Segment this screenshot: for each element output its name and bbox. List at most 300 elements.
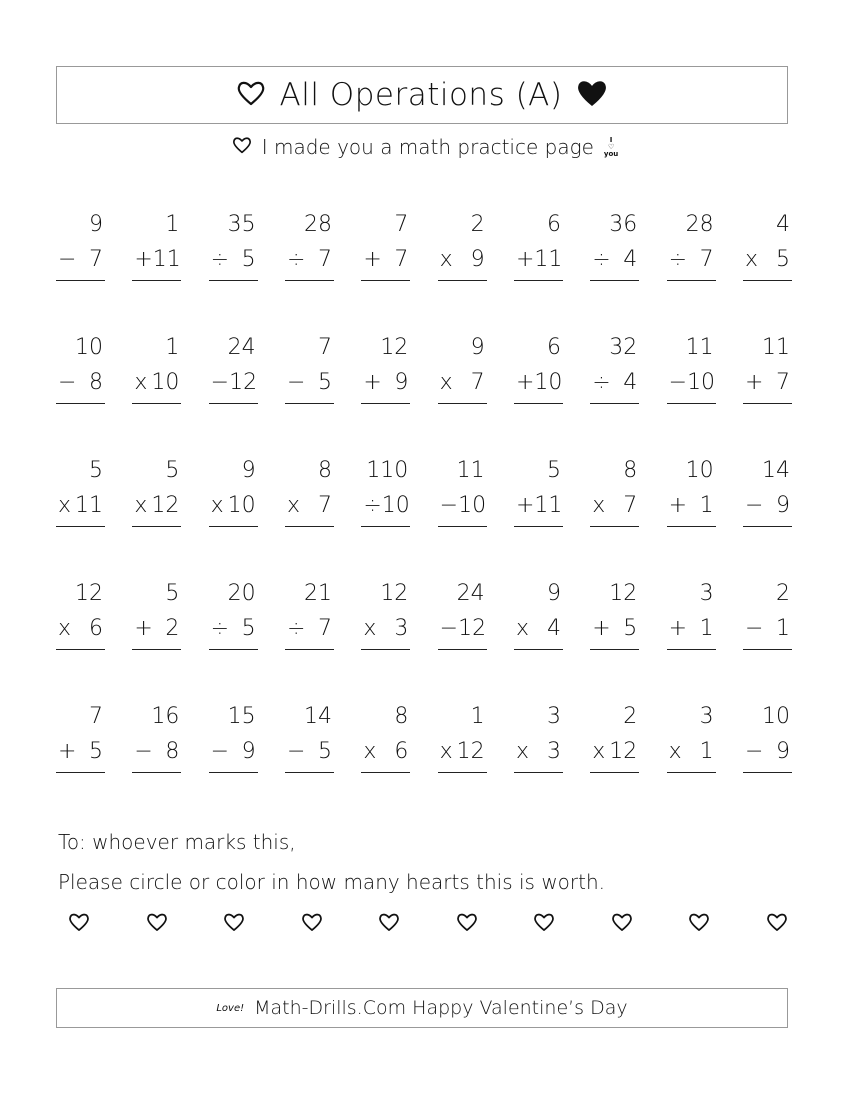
answer-line[interactable] xyxy=(667,649,716,650)
operator: x xyxy=(58,616,72,641)
operation-line xyxy=(361,732,410,772)
answer-line[interactable] xyxy=(361,403,410,404)
answer-line[interactable] xyxy=(438,403,487,404)
operator: − xyxy=(286,739,306,764)
operator: + xyxy=(363,370,382,395)
bottom-number: 10 xyxy=(458,493,487,518)
math-problem xyxy=(667,456,716,579)
operator: x xyxy=(515,739,529,764)
operation-line xyxy=(743,240,792,280)
bottom-number: 9 xyxy=(775,739,790,764)
answer-line[interactable] xyxy=(514,526,563,527)
math-problem xyxy=(361,702,410,825)
bottom-number: 4 xyxy=(623,370,638,395)
math-problem xyxy=(209,333,258,456)
math-problem xyxy=(743,456,792,579)
answer-line[interactable] xyxy=(361,280,410,281)
answer-line[interactable] xyxy=(209,280,258,281)
answer-line[interactable] xyxy=(285,280,334,281)
answer-line[interactable] xyxy=(590,280,639,281)
operator: x xyxy=(744,247,758,272)
problem-row xyxy=(56,702,792,825)
top-number: 2 xyxy=(775,581,790,606)
operation-line xyxy=(667,486,716,526)
math-problem xyxy=(285,702,334,825)
heart-outline-icon xyxy=(236,80,266,110)
bottom-number: 5 xyxy=(317,370,332,395)
operation-line xyxy=(743,609,792,649)
answer-line[interactable] xyxy=(285,649,334,650)
math-problem xyxy=(56,702,105,825)
operator: + xyxy=(668,493,688,518)
operator: ÷ xyxy=(210,247,230,272)
math-problem xyxy=(438,210,487,333)
top-number: 3 xyxy=(699,704,714,729)
note-line-2: Please circle or color in how many hearts this is worth. xyxy=(58,870,606,894)
rating-heart-icon[interactable] xyxy=(68,912,90,936)
operation-line xyxy=(56,732,105,772)
math-problem xyxy=(132,210,181,333)
answer-line[interactable] xyxy=(361,772,410,773)
operation-line xyxy=(56,486,105,526)
answer-line[interactable] xyxy=(56,649,105,650)
bottom-number: 4 xyxy=(546,616,561,641)
math-problem xyxy=(132,579,181,702)
operator: x xyxy=(363,739,377,764)
math-problem xyxy=(438,579,487,702)
bottom-number: 5 xyxy=(89,739,103,764)
rating-heart-icon[interactable] xyxy=(146,912,168,936)
math-problem xyxy=(743,579,792,702)
operation-line xyxy=(743,363,792,403)
rating-heart-icon[interactable] xyxy=(766,912,788,936)
operation-line xyxy=(285,240,334,280)
math-problem xyxy=(590,702,639,825)
operation-line xyxy=(514,363,563,403)
operation-line xyxy=(56,240,105,280)
problem-row xyxy=(56,579,792,702)
top-number: 32 xyxy=(609,335,638,360)
answer-line[interactable] xyxy=(285,772,334,773)
top-number: 10 xyxy=(685,458,714,483)
operation-line xyxy=(438,363,487,403)
operation-line xyxy=(667,240,716,280)
title-banner xyxy=(56,66,788,124)
operator: + xyxy=(134,247,153,272)
badge-heart: ♡ xyxy=(607,142,615,151)
math-problem xyxy=(667,333,716,456)
answer-line[interactable] xyxy=(743,649,792,650)
top-number: 3 xyxy=(546,704,561,729)
operation-line xyxy=(667,732,716,772)
operation-line xyxy=(361,240,410,280)
math-problem xyxy=(590,210,639,333)
operator: − xyxy=(210,739,230,764)
operator: x xyxy=(58,493,72,518)
operation-line xyxy=(743,486,792,526)
problem-row xyxy=(56,210,792,333)
operation-line xyxy=(285,486,334,526)
top-number: 11 xyxy=(685,335,714,360)
top-number: 7 xyxy=(317,335,332,360)
top-number: 5 xyxy=(546,458,561,483)
bottom-number: 10 xyxy=(151,370,180,395)
top-number: 1 xyxy=(165,212,180,237)
math-problem xyxy=(285,210,334,333)
bottom-number: 7 xyxy=(317,247,332,272)
math-problem xyxy=(514,702,563,825)
math-problem xyxy=(285,456,334,579)
problem-row xyxy=(56,456,792,579)
rating-heart-icon[interactable] xyxy=(533,912,555,936)
rating-heart-icon[interactable] xyxy=(301,912,323,936)
rating-heart-icon[interactable] xyxy=(223,912,245,936)
answer-line[interactable] xyxy=(209,772,258,773)
operator: x xyxy=(439,247,453,272)
operator: − xyxy=(58,247,77,272)
answer-line[interactable] xyxy=(667,526,716,527)
bottom-number: 7 xyxy=(470,370,485,395)
top-number: 24 xyxy=(456,581,485,606)
bottom-number: 6 xyxy=(89,616,103,641)
operation-line xyxy=(209,486,258,526)
operator: x xyxy=(134,493,148,518)
math-problem xyxy=(667,579,716,702)
operation-line xyxy=(514,609,563,649)
math-problem xyxy=(590,456,639,579)
operator: + xyxy=(668,616,688,641)
operator: x xyxy=(439,739,453,764)
math-problem xyxy=(56,333,105,456)
bottom-number: 1 xyxy=(699,616,714,641)
bottom-number: 10 xyxy=(227,493,256,518)
note-line-1: To: whoever marks this, xyxy=(58,830,296,854)
answer-line[interactable] xyxy=(132,649,181,650)
answer-line[interactable] xyxy=(590,526,639,527)
answer-line[interactable] xyxy=(438,526,487,527)
math-problem xyxy=(209,456,258,579)
subtitle xyxy=(0,130,850,164)
answer-line[interactable] xyxy=(590,403,639,404)
operator: + xyxy=(58,739,77,764)
answer-line[interactable] xyxy=(667,403,716,404)
answer-line[interactable] xyxy=(56,280,105,281)
top-number: 3 xyxy=(699,581,714,606)
math-problem xyxy=(438,456,487,579)
operator: x xyxy=(592,739,606,764)
top-number: 9 xyxy=(241,458,256,483)
bottom-number: 9 xyxy=(241,739,256,764)
bottom-number: 7 xyxy=(394,247,409,272)
top-number: 2 xyxy=(623,704,638,729)
operation-line xyxy=(438,486,487,526)
top-number: 5 xyxy=(165,458,180,483)
answer-line[interactable] xyxy=(743,403,792,404)
operation-line xyxy=(132,609,181,649)
top-number: 20 xyxy=(227,581,256,606)
top-number: 7 xyxy=(394,212,409,237)
bottom-number: 1 xyxy=(775,616,790,641)
answer-line[interactable] xyxy=(438,280,487,281)
bottom-number: 2 xyxy=(165,616,180,641)
top-number: 16 xyxy=(151,704,180,729)
operation-line xyxy=(132,486,181,526)
top-number: 35 xyxy=(227,212,256,237)
answer-line[interactable] xyxy=(56,526,105,527)
operation-line xyxy=(590,240,639,280)
operator: − xyxy=(439,493,459,518)
operator: − xyxy=(744,739,764,764)
operation-line xyxy=(514,486,563,526)
answer-line[interactable] xyxy=(743,526,792,527)
operation-line xyxy=(590,732,639,772)
operation-line xyxy=(132,240,181,280)
rating-heart-icon[interactable] xyxy=(456,912,478,936)
operation-line xyxy=(514,732,563,772)
bottom-number: 12 xyxy=(609,739,638,764)
top-number: 6 xyxy=(546,212,561,237)
top-number: 12 xyxy=(75,581,103,606)
top-number: 28 xyxy=(303,212,332,237)
answer-line[interactable] xyxy=(438,649,487,650)
operator: ÷ xyxy=(592,247,611,272)
math-problem xyxy=(590,579,639,702)
bottom-number: 12 xyxy=(458,616,487,641)
operation-line xyxy=(132,363,181,403)
bottom-number: 9 xyxy=(470,247,485,272)
operator: x xyxy=(286,493,301,518)
page-title: All Operations (A) xyxy=(279,77,563,113)
operator: x xyxy=(515,616,529,641)
answer-line[interactable] xyxy=(361,649,410,650)
bottom-number: 7 xyxy=(623,493,638,518)
operation-line xyxy=(209,363,258,403)
rating-hearts xyxy=(68,912,788,936)
answer-line[interactable] xyxy=(361,526,410,527)
operation-line xyxy=(667,363,716,403)
operation-line xyxy=(285,732,334,772)
top-number: 8 xyxy=(317,458,332,483)
operator: x xyxy=(439,370,453,395)
answer-line[interactable] xyxy=(285,526,334,527)
operation-line xyxy=(590,486,639,526)
math-problem xyxy=(514,579,563,702)
bottom-number: 9 xyxy=(394,370,409,395)
math-problem xyxy=(667,702,716,825)
rating-heart-icon[interactable] xyxy=(611,912,633,936)
operator: + xyxy=(134,616,153,641)
bottom-number: 8 xyxy=(89,370,103,395)
rating-heart-icon[interactable] xyxy=(378,912,400,936)
answer-line[interactable] xyxy=(56,772,105,773)
love-label: Love! xyxy=(216,1002,245,1014)
answer-line[interactable] xyxy=(132,280,181,281)
top-number: 11 xyxy=(761,335,790,360)
answer-line[interactable] xyxy=(209,526,258,527)
operation-line xyxy=(438,609,487,649)
operator: ÷ xyxy=(592,370,611,395)
rating-heart-icon[interactable] xyxy=(688,912,710,936)
answer-line[interactable] xyxy=(209,649,258,650)
answer-line[interactable] xyxy=(514,403,563,404)
operator: ÷ xyxy=(210,616,230,641)
operation-line xyxy=(56,609,105,649)
operator: + xyxy=(363,247,382,272)
operator: − xyxy=(210,370,230,395)
bottom-number: 1 xyxy=(699,493,714,518)
bottom-number: 3 xyxy=(394,616,409,641)
bottom-number: 9 xyxy=(775,493,790,518)
math-problem xyxy=(361,456,410,579)
answer-line[interactable] xyxy=(743,772,792,773)
operation-line xyxy=(438,732,487,772)
top-number: 10 xyxy=(75,335,103,360)
math-problem xyxy=(743,210,792,333)
operation-line xyxy=(361,486,410,526)
operation-line xyxy=(285,363,334,403)
bottom-number: 7 xyxy=(699,247,714,272)
math-problem xyxy=(209,579,258,702)
top-number: 110 xyxy=(366,458,409,483)
bottom-number: 8 xyxy=(165,739,180,764)
answer-line[interactable] xyxy=(514,280,563,281)
operator: x xyxy=(592,493,606,518)
operation-line xyxy=(667,609,716,649)
bottom-number: 3 xyxy=(546,739,561,764)
top-number: 9 xyxy=(546,581,561,606)
math-problem xyxy=(361,579,410,702)
top-number: 12 xyxy=(609,581,638,606)
operation-line xyxy=(209,609,258,649)
answer-line[interactable] xyxy=(590,649,639,650)
math-problem xyxy=(209,702,258,825)
problem-grid xyxy=(56,210,792,825)
top-number: 5 xyxy=(165,581,180,606)
bottom-number: 5 xyxy=(317,739,332,764)
math-problem xyxy=(56,579,105,702)
operator: − xyxy=(286,370,306,395)
top-number: 9 xyxy=(470,335,485,360)
top-number: 6 xyxy=(546,335,561,360)
bottom-number: 5 xyxy=(241,616,256,641)
answer-line[interactable] xyxy=(514,772,563,773)
math-problem xyxy=(743,702,792,825)
footer-banner xyxy=(56,988,788,1028)
operator: − xyxy=(744,493,764,518)
operation-line xyxy=(743,732,792,772)
operation-line xyxy=(361,363,410,403)
bottom-number: 10 xyxy=(381,493,410,518)
operator: x xyxy=(210,493,224,518)
top-number: 7 xyxy=(89,704,103,729)
bottom-number: 5 xyxy=(623,616,638,641)
subtitle-text: I made you a math practice page xyxy=(261,135,594,159)
math-problem xyxy=(209,210,258,333)
operation-line xyxy=(285,609,334,649)
bottom-number: 7 xyxy=(317,493,332,518)
operator: + xyxy=(592,616,611,641)
answer-line[interactable] xyxy=(285,403,334,404)
footer-text: Math-Drills.Com Happy Valentine’s Day xyxy=(254,997,628,1019)
math-problem xyxy=(132,702,181,825)
operator: ÷ xyxy=(363,493,382,518)
bottom-number: 11 xyxy=(75,493,103,518)
bottom-number: 12 xyxy=(151,493,180,518)
answer-line[interactable] xyxy=(132,772,181,773)
math-problem xyxy=(56,210,105,333)
i-love-you-badge xyxy=(604,137,618,158)
answer-line[interactable] xyxy=(590,772,639,773)
math-problem xyxy=(132,333,181,456)
operator: − xyxy=(744,616,764,641)
answer-line[interactable] xyxy=(438,772,487,773)
answer-line[interactable] xyxy=(667,280,716,281)
bottom-number: 12 xyxy=(456,739,485,764)
math-problem xyxy=(514,333,563,456)
operator: ÷ xyxy=(668,247,688,272)
bottom-number: 11 xyxy=(534,247,563,272)
operator: − xyxy=(668,370,688,395)
top-number: 21 xyxy=(303,581,332,606)
operation-line xyxy=(514,240,563,280)
math-problem xyxy=(514,210,563,333)
top-number: 28 xyxy=(685,212,714,237)
top-number: 11 xyxy=(456,458,485,483)
answer-line[interactable] xyxy=(743,280,792,281)
answer-line[interactable] xyxy=(56,403,105,404)
bottom-number: 12 xyxy=(229,370,258,395)
operation-line xyxy=(209,732,258,772)
operator: x xyxy=(134,370,148,395)
answer-line[interactable] xyxy=(667,772,716,773)
operation-line xyxy=(132,732,181,772)
operation-line xyxy=(361,609,410,649)
operator: − xyxy=(58,370,77,395)
operator: x xyxy=(668,739,682,764)
answer-line[interactable] xyxy=(514,649,563,650)
operator: x xyxy=(363,616,377,641)
operation-line xyxy=(590,363,639,403)
answer-line[interactable] xyxy=(132,403,181,404)
top-number: 10 xyxy=(761,704,790,729)
heart-filled-icon xyxy=(576,79,608,111)
answer-line[interactable] xyxy=(132,526,181,527)
top-number: 12 xyxy=(380,335,409,360)
bottom-number: 6 xyxy=(394,739,409,764)
top-number: 1 xyxy=(470,704,485,729)
badge-i: I xyxy=(609,135,613,144)
math-problem xyxy=(590,333,639,456)
bottom-number: 1 xyxy=(699,739,714,764)
top-number: 8 xyxy=(623,458,638,483)
top-number: 15 xyxy=(227,704,256,729)
math-problem xyxy=(285,579,334,702)
answer-line[interactable] xyxy=(209,403,258,404)
top-number: 36 xyxy=(609,212,638,237)
bottom-number: 7 xyxy=(317,616,332,641)
top-number: 12 xyxy=(380,581,409,606)
operator: ÷ xyxy=(286,247,306,272)
math-problem xyxy=(438,333,487,456)
operator: − xyxy=(134,739,153,764)
operation-line xyxy=(438,240,487,280)
bottom-number: 5 xyxy=(241,247,256,272)
operator: + xyxy=(515,493,535,518)
bottom-number: 10 xyxy=(534,370,563,395)
bottom-number: 7 xyxy=(775,370,790,395)
operation-line xyxy=(56,363,105,403)
top-number: 24 xyxy=(227,335,256,360)
